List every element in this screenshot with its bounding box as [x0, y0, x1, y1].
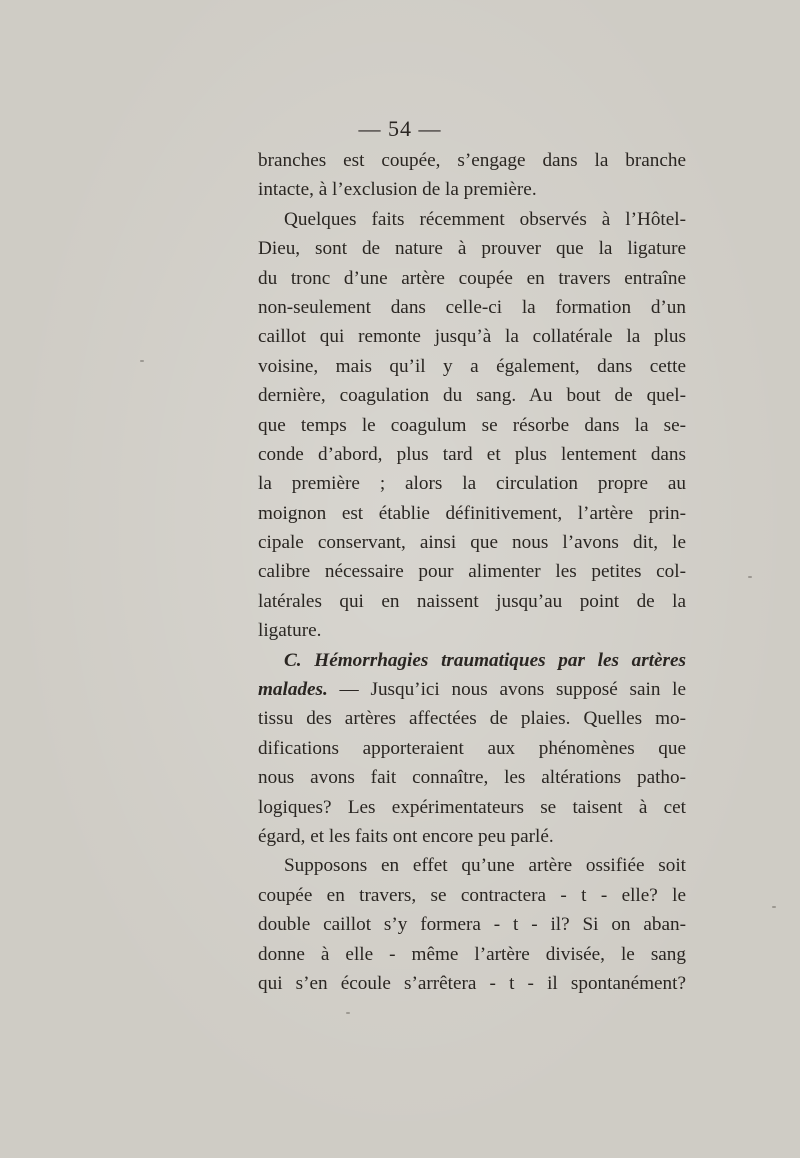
text-line: Dieu, sont de nature à prouver que la ligature — [258, 238, 686, 260]
section-heading-rest: — Jusqu’ici nous avons supposé sain le — [327, 679, 686, 701]
text-line: conde d’abord, plus tard et plus lentement dans — [258, 443, 686, 465]
text-line: Quelques faits récemment observés à l’Hôtel- — [284, 208, 686, 230]
text-line: nous avons fait connaître, les altérations patho- — [258, 767, 686, 789]
text-line — [258, 675, 686, 704]
text-line: logiques? Les expérimentateurs se taisent à cet — [258, 796, 686, 818]
text-line: caillot qui remonte jusqu’à la collatérale la plus — [258, 326, 686, 348]
paper-speck — [346, 1012, 350, 1014]
text-line: qui s’en écoule s’arrêtera - t - il spontanément? — [258, 972, 686, 994]
text-line: intacte, à l’exclusion de la première. — [258, 179, 537, 201]
text-line: latérales qui en naissent jusqu’au point de la — [258, 590, 686, 612]
text-line: calibre nécessaire pour alimenter les petites col- — [258, 561, 686, 583]
text-line: branches est coupée, s’engage dans la branche — [258, 150, 686, 171]
paper-speck — [748, 576, 752, 578]
section-heading-cont: malades. — [258, 679, 328, 701]
text-line: non-seulement dans celle-ci la formation d’un — [258, 296, 686, 318]
text-line: ligature. — [258, 620, 322, 642]
text-line: Supposons en effet qu’une artère ossifiée soit — [284, 855, 686, 877]
text-line: moignon est établie définitivement, l’artère prin- — [258, 502, 686, 524]
section-heading: C. Hémorrhagies traumatiques par les artères — [284, 649, 686, 671]
text-line: coupée en travers, se contractera - t - elle? le — [258, 884, 686, 906]
section-heading-line — [258, 646, 686, 675]
text-line: tissu des artères affectées de plaies. Quelles mo- — [258, 708, 686, 730]
text-line: dernière, coagulation du sang. Au bout de quel- — [258, 385, 686, 407]
text-line: donne à elle - même l’artère divisée, le sang — [258, 943, 686, 965]
text-line: la première ; alors la circulation propre au — [258, 473, 686, 495]
text-line: du tronc d’une artère coupée en travers entraîne — [258, 267, 686, 289]
paper-speck — [140, 360, 144, 362]
body-text — [258, 146, 686, 998]
page-number: — 54 — — [358, 116, 442, 141]
text-line: égard, et les faits ont encore peu parlé. — [258, 825, 554, 847]
text-line: voisine, mais qu’il y a également, dans cette — [258, 355, 686, 377]
text-line: difications apporteraient aux phénomènes que — [258, 737, 686, 759]
paper-speck — [772, 906, 776, 908]
text-line: cipale conservant, ainsi que nous l’avons dit, le — [258, 532, 686, 554]
text-line: que temps le coagulum se résorbe dans la se- — [258, 414, 686, 436]
text-line: double caillot s’y formera - t - il? Si on aban- — [258, 914, 686, 936]
